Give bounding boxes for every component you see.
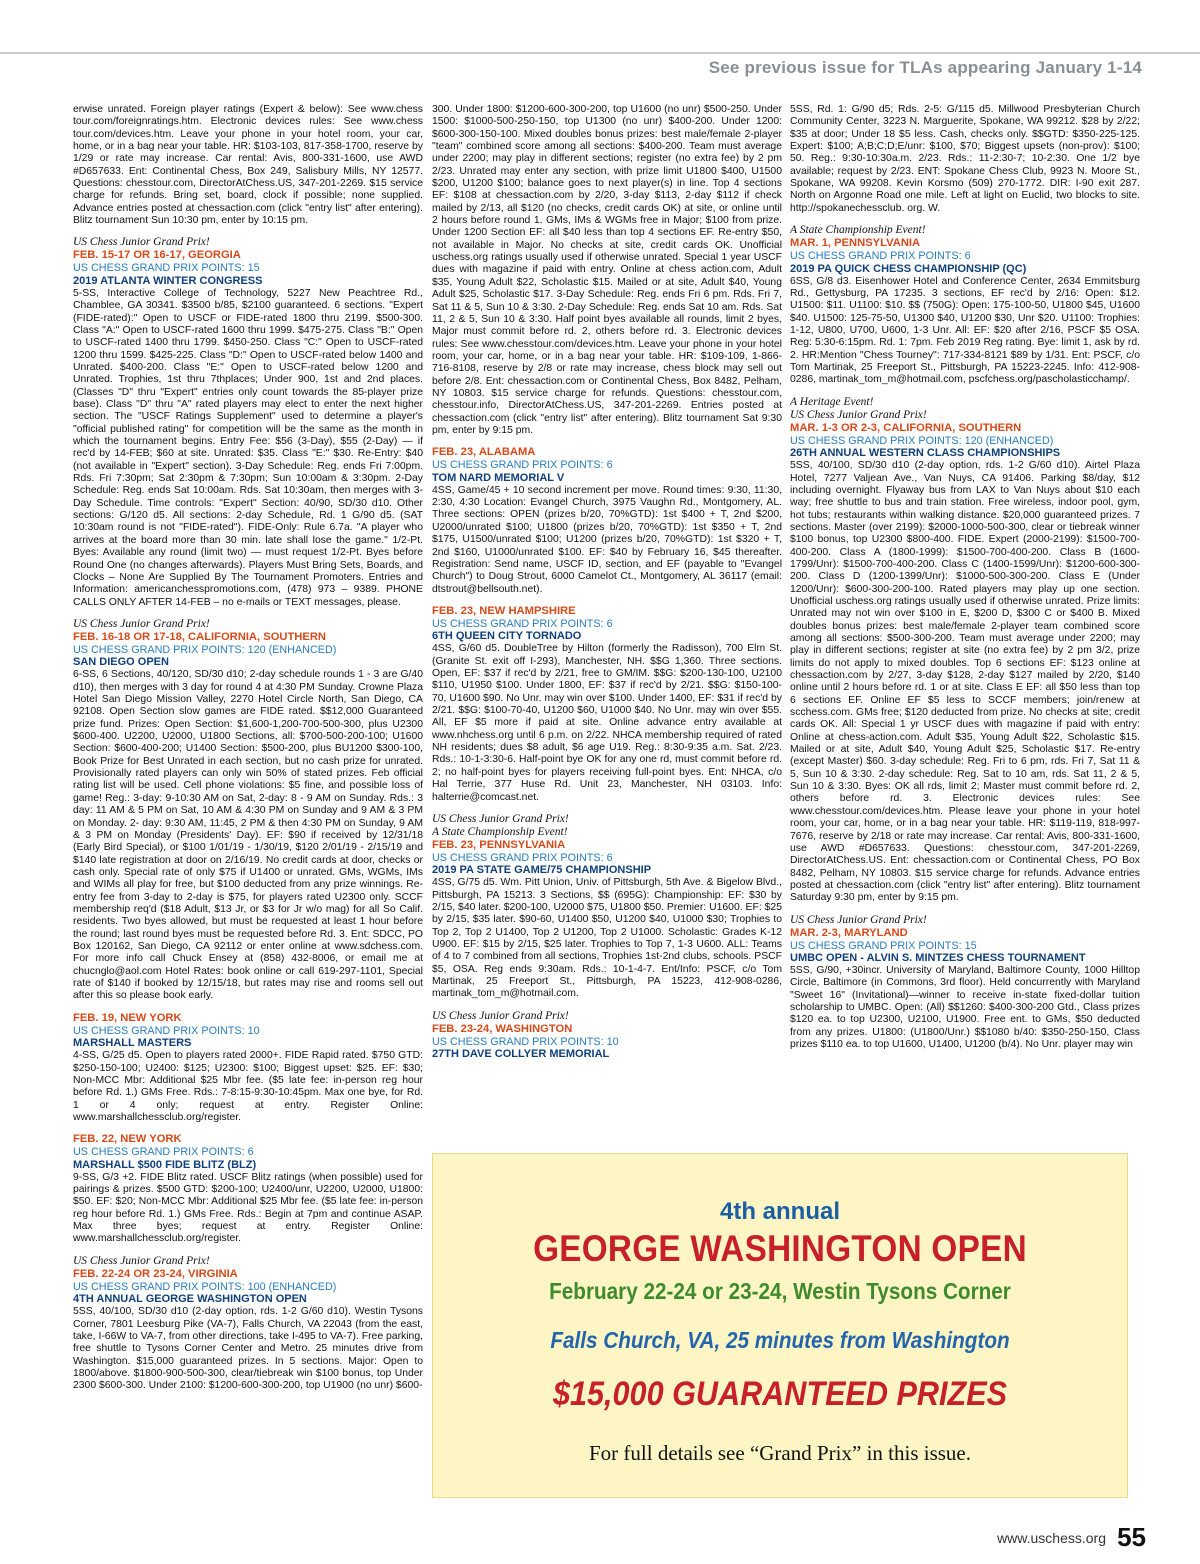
entry-grand-prix-points: US CHESS GRAND PRIX POINTS: 100 (ENHANCED) — [73, 1280, 337, 1293]
entry-body: 5SS, G/90, +30incr. University of Maryland, Baltimore County, 1000 Hilltop Circle, Baltimore (in Commons, 3rd floor). Held concurrently with Maryland "Sweet 16" (Invitational)—winner to receive in-state fixed-dollar tuition scholarship to UMBC. Open: (All) $$1260: $400-300-200 Gtd., Class prizes $120 ea. to top U2300, U2100, U1900. Free ent. to GMs, $50 deducted from any prizes. U1800: (U1800/Unr.) $$1080 b/40: $350-250-150, Class prizes $110 ea. to top U1600, U1400, U1200 (b/4). No Unr. player may win — [790, 965, 1140, 1051]
ad-edition: 4th annual — [719, 1198, 840, 1225]
entry-body: 4-SS, G/25 d5. Open to players rated 2000+. FIDE Rapid rated. $750 GTD: $250-150-100; U2400: $125; U2300: $100; Biggest upset: $25. EF: $30; Non-MCC Mbr: Additional $25 Mbr fee. ($5 late fee: in-person reg hour before Rd. 1.) GMs Free. Rds.: 7-8:15-9:30-10:45pm. Max one bye, for Rd. 1 or 4 only; request at entry. Register Online: www.marshallchessclub.org/register. — [73, 1050, 423, 1123]
entry-grand-prix-points: US CHESS GRAND PRIX POINTS: 15 — [73, 262, 260, 275]
tournament-entry — [73, 1012, 423, 1125]
entry-date: MAR. 1-3 OR 2-3, CALIFORNIA, SOUTHERN — [790, 421, 1022, 434]
entry-body: 4SS, Game/45 + 10 second increment per move. Round times: 9:30, 11:30, 2:30, 4:30 Location: Evangel Church, 3975 Vaughn Rd., Montgomery, AL. Three sections: OPEN (prizes b/20, 70%GTD): 1st $400 + T, 2nd $200, U2000/unrated $100; U1800 (prizes b/20, 70%GTD): 1st $350 + T, 2nd $175, U1500/unrated $100; U1200 (prizes b/20, 70%GTD): 1st $320 + T, 2nd $160, U1000/unrated $100. EF: $40 by February 16, $45 thereafter. Registration: Send name, USCF ID, section, and EF (payable to "Evangel Church") to Doug Strout, 6000 Camelot Ct., Montgomery, AL 36117 (email: dtstrout@bellsouth.net). — [432, 484, 782, 595]
entry-name: 2019 PA STATE GAME/75 CHAMPIONSHIP — [432, 864, 652, 877]
entry-name: MARSHALL MASTERS — [73, 1037, 192, 1050]
entry-date: FEB. 23, NEW HAMPSHIRE — [432, 604, 576, 617]
entry-name: 26TH ANNUAL WESTERN CLASS CHAMPIONSHIPS — [790, 447, 1061, 460]
entry-body: 4SS, G/75 d5. Wm. Pitt Union, Univ. of Pittsburgh, 5th Ave. & Bigelow Blvd., Pittsburgh, PA 15213. 3 Sections, $$ (695G): Championship: EF: $30 by 2/15, $40 later. $200-100, U2000 $75, U1800 $50. Premier: U1600. EF: $25 by 2/15, $35 later. $90-60, U1400 $50, U1200 $40, U1000 $30; Trophies to Top 2, Top 2 U1400, Top 2 U1200, Top 2 U1000. Scholastic: Grades K-12 U900. EF: $15 by 2/15, $25 later. Trophies to Top 7, 1-3 U600. ALL: Teams of 4 to 7 combined from all sections, Trophies 1st-2nd clubs, schools. PSCF $5, OSA. Reg ends 9:30am. Rds.: 10-1-4-7. Ent/Info: PSCF, c/o Tom Martinak, 25 Freeport St., Pittsburgh, PA 15223, 412-908-0286, martinak_tom_m@hotmail.com. — [432, 877, 782, 1000]
entry-name: UMBC OPEN - ALVIN S. MINTZES CHESS TOURNAMENT — [790, 952, 1086, 965]
tournament-entry — [432, 104, 782, 437]
ad-title: GEORGE WASHINGTON OPEN — [533, 1228, 1027, 1269]
top-banner — [0, 52, 1200, 84]
entry-body: 4SS, G/60 d5. DoubleTree by Hilton (formerly the Radisson), 700 Elm St. (Granite St. exit off I-293), Manchester, NH. $$G 1,360. Three sections. Open, EF: $37 if rec'd by 2/21, free to GM/IM. $$G: $200-130-100, U2100 $110, U1950 $100. Under 1800, EF: $37 if rec'd by 2/21. $$G: $150-100-70, U1600 $90. No Unr. may win over $100. Under 1400, EF: $31 if rec'd by 2/21. $$G: $100-70-40, U1200 $60, U1000 $40. No Unr. may win over $55. All, EF $5 more if paid at site. Online advance entry available at www.nhchess.org until 6 p.m. on 2/22. NHCA membership required of rated NH residents; dues $8 adult, $6 age U19. Reg.: 8:30-9:35 a.m. Sat. 2/23. Rds.: 10-1-3:30-6. Half-point bye OK for any one rd, must commit before rd. 2; no half-point byes for players receiving full-point byes. Ent: NHCA, c/o Hal Terrie, 377 Huse Rd. Unit 23, Manchester, NH 03103. Info: halterrie@comcast.net. — [432, 643, 782, 803]
tournament-entry — [790, 396, 1140, 905]
entry-prelude: US Chess Junior Grand Prix! — [73, 236, 210, 249]
entry-name: 2019 PA QUICK CHESS CHAMPIONSHIP (QC) — [790, 262, 1027, 275]
entry-grand-prix-points: US CHESS GRAND PRIX POINTS: 15 — [790, 939, 977, 952]
column-1 — [73, 104, 423, 1489]
tournament-entry — [73, 618, 423, 1003]
entry-name: 4TH ANNUAL GEORGE WASHINGTON OPEN — [73, 1293, 307, 1306]
entry-date: MAR. 1, PENNSYLVANIA — [790, 237, 921, 250]
tournament-entry — [432, 446, 782, 596]
entry-date: FEB. 22-24 OR 23-24, VIRGINIA — [73, 1267, 238, 1280]
entry-prelude: US Chess Junior Grand Prix! — [73, 1254, 210, 1267]
ad-location: Falls Church, VA, 25 minutes from Washington — [550, 1327, 1010, 1353]
entry-body: 5-SS, Interactive College of Technology, 5227 New Peachtree Rd., Chamblee, GA 30341. $3500 b/85, $2100 guaranteed. 6 sections. "Expert (FIDE-rated):" Open to USCF or FIDE-rated 1800 thru 2199. $500-300. Class "A:" Open to USCF-rated 1600 thru 1999. $475-275. Class "B:" Open to USCF-rated 1400 thru 1799. $450-250. Class "C:" Open to USCF-rated 1200 thru 1599. $425-225. Class "D:" Open to USCF-rated below 1400 and Unrated. $400-200. Class "E:" Open to USCF-rated below 1200 and Unrated. Trophies, 1st thru 7thplaces; Under 900, 1st and 2nd places. (Classes "D" thru "Expert" entries only count towards the 85-player prize base). Class "D" thru "A" rated players may elect to enter the next higher section. The "USCF Ratings Supplement" used to determine a player's "official published rating" for competition will be the same as the month in which the tournament begins. Entry Fee: $56 (3-Day), $55 (2-Day) — if rec'd by 14-FEB; $60 at site. Unrated: $35. Class "E:" $30. Re-Entry: $40 (not available in "Expert" section). 3-Day Schedule: Reg. ends Fri 7:00pm. Rds. Fri 7:30pm; Sat 2:30pm & 7:30pm; Sun 10:00am & 3:30pm. 2-Day Schedule: Reg. ends Sat 10:00am. Rds. Sat 10:30am, then merges with 3-Day Schedule. Time controls: "Expert" Section: 40/90, SD/30 d10. Other sections: G/120 d5. All sections: 2-day Schedule, Rd. 1 G/90 d5. (SAT 10:30am round is not "FIDE-rated"). FIDE-Only: Rule 6.7a. "A player who arrives at the board more than 30 min. late shall lose the game." 1/2-Pt. Byes: Available any round (limit two) — must request 1/2-Pt. Byes before Round One (no changes afterwards). Players Must Bring Sets, Boards, and Clocks – None Are Supplied By The Tournament Promoters. Entries and Information: americanchesspromotions.com, (478) 973 – 9389. PHONE CALLS ONLY AFTER 14-FEB – no e-mails or TEXT messages, please. — [73, 287, 423, 608]
entry-name: 27TH DAVE COLLYER MEMORIAL — [432, 1048, 610, 1061]
entry-prelude: A Heritage Event! — [790, 395, 874, 408]
entry-grand-prix-points: US CHESS GRAND PRIX POINTS: 120 (ENHANCED) — [73, 643, 337, 656]
entry-grand-prix-points: US CHESS GRAND PRIX POINTS: 6 — [790, 250, 971, 263]
tournament-entry — [73, 104, 423, 227]
entry-grand-prix-points: US CHESS GRAND PRIX POINTS: 6 — [432, 617, 613, 630]
entry-date: FEB. 23-24, WASHINGTON — [432, 1022, 573, 1035]
ad-dates: February 22-24 or 23-24, Westin Tysons Corner — [549, 1278, 1011, 1304]
entry-grand-prix-points: US CHESS GRAND PRIX POINTS: 6 — [432, 459, 613, 472]
entry-prelude: US Chess Junior Grand Prix! — [73, 617, 210, 630]
entry-body: 6SS, G/8 d3. Eisenhower Hotel and Conference Center, 2634 Emmitsburg Rd., Gettysburg, PA 17235. 3 sections, EF rec'd by 2/16: Open: $12. U1500: $11. U1100: $10. $$ (750G): Open: 175-100-50, U1800 $45, U1600 $40. U1500: 125-75-50, U1300 $40, U1200 $30, Unr $20. U1100: Trophies: 1-12, U800, U700, U600, 1-3 Unr. All: EF: $20 after 2/16, PSCF $5 OSA. Reg: 5:30-6:15pm. Rd. 1: 7pm. Feb 2019 Reg rating. Bye: limit 1, ask by rd. 2. HR:Mention "Chess Tourney": 717-334-8121 $89 by 1/31. Ent: PSCF, c/o Tom Martinak, 25 Freeport St., Pittsburgh, PA 15223-2245. Info: 412-908-0286, martinak_tom_m@hotmail.com, pscfchess.org/pascholasticchamp/. — [790, 275, 1140, 386]
tournament-entry — [790, 224, 1140, 387]
footer-site: www.uschess.org — [997, 1530, 1106, 1546]
entry-date: FEB. 16-18 OR 17-18, CALIFORNIA, SOUTHERN — [73, 630, 327, 643]
entry-prelude: A State Championship Event! — [432, 825, 568, 838]
entry-date: MAR. 2-3, MARYLAND — [790, 926, 908, 939]
entry-grand-prix-points: US CHESS GRAND PRIX POINTS: 10 — [432, 1035, 619, 1048]
entry-date: FEB. 23, PENNSYLVANIA — [432, 838, 566, 851]
entry-name: MARSHALL $500 FIDE BLITZ (BLZ) — [73, 1158, 257, 1171]
tournament-entry — [73, 1133, 423, 1246]
entry-body: 5SS, 40/100, SD/30 d10 (2-day option, rds. 1-2 G/60 d10). Westin Tysons Corner, 7801 Leesburg Pike (VA-7), Falls Church, VA 22043 (from the east, take, I-66W to VA-7, from other directions, take I-495 to VA-7). Free parking, free shuttle to Tysons Corner Center and Metro. 25 minutes drive from Washington. $15,000 guaranteed prizes. In 5 sections. Major: Open to 1800/above. $1800-900-500-300, clear/tiebreak win $100 bonus, top Under 2300 $600-300. Under 2100: $1200-600-300-200, top U1900 (no unr) $600- — [73, 1306, 423, 1392]
entry-date: FEB. 23, ALABAMA — [432, 446, 536, 459]
entry-body: 5SS, Rd. 1: G/90 d5; Rds. 2-5: G/115 d5. Millwood Presbyterian Church Community Center, 3223 N. Marguerite, Spokane, WA 99212. $28 by 2/22; $35 at door; Under 18 $5 less. Cash, checks only. $$GTD: $350-225-125. Expert: $100; A;B;C;D;E/unr: $100, $70; Biggest upsets (non-prov): $100; 50. Reg.: 9:30-10:30a.m. 2/23. Rds.: 11-2:30-7; 10-2:30. One 1/2 bye available; request by 2/23. ENT: Spokane Chess Club, 9923 N. Moore St., Spokane, WA 99208. Kevin Korsmo (509) 270-1772. DIR: I-90 exit 287. North on Argonne Road one mile. Left at light on Euclid, two blocks to site. http://spokanechessclub. org. W. — [790, 104, 1140, 214]
entry-prelude: US Chess Junior Grand Prix! — [790, 913, 927, 926]
page-number: 55 — [1117, 1522, 1146, 1552]
ad-prizes: $15,000 GUARANTEED PRIZES — [552, 1375, 1008, 1413]
column-3 — [790, 104, 1140, 1132]
tournament-entry — [432, 813, 782, 1001]
entry-prelude: US Chess Junior Grand Prix! — [790, 408, 927, 421]
entry-grand-prix-points: US CHESS GRAND PRIX POINTS: 120 (ENHANCED) — [790, 434, 1054, 447]
entry-grand-prix-points: US CHESS GRAND PRIX POINTS: 10 — [73, 1024, 260, 1037]
entry-date: FEB. 22, NEW YORK — [73, 1133, 182, 1146]
entry-prelude: US Chess Junior Grand Prix! — [432, 1009, 569, 1022]
entry-date: FEB. 15-17 OR 16-17, GEORGIA — [73, 249, 241, 262]
ad-details: For full details see “Grand Prix” in this issue. — [588, 1441, 972, 1465]
banner-text: See previous issue for TLAs appearing January 1-14 — [708, 58, 1142, 77]
george-washington-open-ad — [432, 1153, 1128, 1498]
entry-prelude: A State Championship Event! — [790, 224, 926, 237]
entry-grand-prix-points: US CHESS GRAND PRIX POINTS: 6 — [73, 1146, 254, 1159]
tournament-entry — [73, 1255, 423, 1393]
tournament-entry — [432, 1010, 782, 1062]
entry-body: 9-SS, G/3 +2. FIDE Blitz rated. USCF Blitz ratings (when possible) used for pairings & prizes. $500 GTD: $200-100; U2400/unr, U2200, U2000, U1800: $50. EF: $20; Non-MCC Mbr: Additional $25 Mbr fee. ($5 late fee: in-person reg hour before Rd. 1.) GMs Free. Rds.: Begin at 7pm and continue ASAP. Max three byes; request at entry. Register Online: www.marshallchessclub.org/register. — [73, 1171, 423, 1245]
entry-name: TOM NARD MEMORIAL V — [432, 471, 565, 484]
entry-name: SAN DIEGO OPEN — [73, 656, 169, 669]
entry-name: 6TH QUEEN CITY TORNADO — [432, 630, 582, 643]
entry-date: FEB. 19, NEW YORK — [73, 1011, 182, 1024]
column-2 — [432, 104, 782, 1132]
entry-body: 5SS, 40/100, SD/30 d10 (2-day option, rds. 1-2 G/60 d10). Airtel Plaza Hotel, 7277 Valjean Ave., Van Nuys, CA 91406. Parking $8/day, $12 including overnight. Flyaway bus from LAX to Van Nuys about $10 each way; free shuttle to bus and train station. Free wireless, indoor pool, gym, hot tubs; restaurants within walking distance. $20,000 guaranteed prizes. 7 sections. Master (over 2199): $2000-1000-500-300, clear or tiebreak winner $100 bonus, top U2300 $800-400. FIDE. Expert (2000-2199): $1500-700-400-200. Class A (1800-1999): $1500-700-400-200. Class B (1600-1799/Unr): $1500-700-400-200. Class C (1400-1599/Unr): $1200-600-300-200. Class D (1200-1399/Unr): $1000-500-300-200. Class E (Under 1200/Unr): $600-300-200-100. Rated players may play up one section. Unofficial uschess.org ratings usually used if otherwise unrated. Prize limits: Unrated may not win over $100 in E, $200 D, $300 C or $400 B. Mixed doubles bonus prizes: best male/female 2-player team combined score among all sections: $500-300-200. Team must average under 2200; may play in different sections; register at site (no extra fee) by 2 pm 3/2, prize limits do not apply to mixed doubles. Top 6 sections EF: $123 online at chessaction.com by 2/27, 3-day $128, 2-day $127 mailed by 2/20, $140 online until 2 hours before rd. 1 or at site. Class E EF: all $50 less than top 6 sections EF. Online EF $5 less to SCCF members; join/renew at scchess.com. GMs free; $120 deducted from prize. No checks at site; credit cards OK. All: Special 1 yr USCF dues with magazine if paid with entry: Online at chess-action.com. Adult $35, Young Adult $22, Scholastic $15. Mailed or at site, Adult $40, Young Adult $25, Scholastic $17. Re-entry (except Master) $60. 3-day schedule: Reg. Fri to 6 pm, rds. Fri 7, Sat 11 & 5, Sun 10 & 3:30. 2-day schedule: Reg. Sat to 10 am, rds. Sat 11, 2 & 5, Sun 10 & 3:30. Byes: OK all rds, limit 2; Master must commit before rd. 2, others before rd. 3. Electronic devices rules: See www.chesstour.com/devices.htm. Please leave your phone in your hotel room, your car, home, or in a bag near your table. HR: $119-119, 818-997-7676, reserve by 2/18 or rate may increase. Car rental: Avis, 800-331-1600, use AWD #D657633. Questions: chesstour.com, 347-201-2269, DirectorAtChess.US. Ent: chessaction.com or Continental Chess, PO Box 8482, Pelham, NY 10803. $15 service charge for refunds. Advance entries posted at chessaction.com (click "entry list" after entering). Blitz tournament Saturday 9:30 pm, enter by 9:15 pm. — [790, 460, 1140, 904]
entry-grand-prix-points: US CHESS GRAND PRIX POINTS: 6 — [432, 851, 613, 864]
entry-name: 2019 ATLANTA WINTER CONGRESS — [73, 274, 263, 287]
entry-body: 300. Under 1800: $1200-600-300-200, top U1600 (no unr) $500-250. Under 1500: $1000-500-250-150, top U1300 (no unr) $400-200. Under 1200: $600-300-150-100. Mixed doubles bonus prizes: best male/female 2-player "team" combined score among all sections: $400-200. Team must average under 2200; may play in different sections; register (no extra fee) by 2 pm 2/23. Unrated may enter any section, with prize limit U1800 $400, U1500 $200, U1200 $100; balance goes to next player(s) in line. Top 4 sections EF: $108 at chessaction.com by 2/20, 3-day $113, 2-day $112 if check mailed by 2/13, all $120 (no checks, credit cards OK) at site, or online until 2 hours before round 1. GMs, IMs & WGMs free in Major; $100 from prize. Under 1200 Section EF: all $40 less than top 4 sections EF. Re-entry $50, not available in Major. No checks at site, credit cards OK. Unofficial uschess.org ratings usually used if otherwise unrated. Special 1 year USCF dues with magazine if paid with entry. Online at chess action.com, Adult $35, Young Adult $22, Scholastic $15. Mailed or at site, Adult $40, Young Adult $25, Scholastic $17. 3-Day Schedule: Reg. ends Fri 6 pm. Rds. Fri 7, Sat 11 & 5, Sun 10 & 3:30. 2-Day Schedule: Reg. ends Sat 10 am. Rds. Sat 11, 2 & 5, Sun 10 & 3:30. Half point byes available all rounds, limit 2 byes, Major must commit before rd. 2, others before rd. 3. Electronic devices rules: See www.chesstour.com/devices.htm. Leave your phone in your hotel room, your car, home, or in a bag near your table. HR: $109-109, 1-866-716-8108, reserve by 2/8 or rate may increase, chess block may sell out before 2/8. Ent: chessaction.com or Continental Chess, Box 8482, Pelham, NY 10803. $15 service charge for refunds. Questions: chesstour.com, chesstour.info, DirectorAtChess.US, 347-201-2269. Entries posted at chessaction.com (click "entry list" after entering). Blitz tournament Sat 9:30 pm, enter by 9:15 pm. — [432, 104, 782, 436]
tournament-entry — [790, 914, 1140, 1052]
tournament-entry — [432, 605, 782, 804]
entry-body: erwise unrated. Foreign player ratings (Expert & below): See www.chess tour.com/foreignratings.htm. Electronic devices rules: See www.chess tour.com/devices.htm. Leave your phone in your hotel room, your car, home, or in a bag near your table. HR: $103-103, 817-358-1700, reserve by 1/29 or rate may increase. Car rental: Avis, 800-331-1600, use AWD #D657633. Ent: Continental Chess, Box 249, Salisbury Mills, NY 12577. Questions: chesstour.com, DirectorAtChess.US, 347-201-2269. $15 service charge for refunds. Bring set, board, clock if possible; none supplied. Advance entries posted at chessaction.com (click "entry list" after entering). Blitz tournament Sun 10:30 pm, enter by 10:15 pm. — [73, 104, 423, 227]
tournament-entry — [790, 104, 1140, 215]
entry-body: 6-SS, 6 Sections, 40/120, SD/30 d10; 2-day schedule rounds 1 - 3 are G/40 d10), then merges with 3 day for round 4 at 4:30 PM Sunday. Crowne Plaza Hotel San Diego Mission Valley, 2270 Hotel Circle North, San Diego, CA 92108. Open Section slow games are FIDE rated. $$12,000 Guaranteed prize fund. Prizes: Open Section: $1,600-1,200-700-500-300, plus U2300 $600-400. U2200, U2000, U1800 Sections, all: $700-500-200-100; U1600 Section: $600-400-200; U1400 Section: $500-200, plus BU1200 $300-100, Book Prize for Best Unrated in each section, but no cash prize for unrated. Provisionally rated players can only win 50% of stated prizes. Feb official rating list will be used. Cell phone violations: $5 fine, and possible loss of game! Reg.: 3-day: 9-10:30 AM on Sat, 2-day: 8 - 9 AM on Sunday. Rds.: 3 day: 11 AM & 5 PM on Sat, 10 AM & 4:30 PM on Sunday and 9 AM & 3 PM on Monday. 2- day: 9:30 AM, 11:45, 2 PM & then 4:30 PM on Sunday, 9 AM & 3 PM on Monday (Presidents' Day). EF: $90 if received by 12/31/18 (Early Bird Special), or $100 1/01/19 - 1/30/19, $120 2/01/19 - 2/15/19 and $140 late registration at door on 2/16/19. No credit cards at door, checks or cash only. Special rate of only $75 if U1400 or unrated. GMs, WGMs, IMs and WIMs all play for free, but $100 deducted from any prize winnings. Re-entry fee from 3-day to 2-day is $75, for players rated U2300 only. SCCF membership req'd ($18 Adult, $13 Jr, or $3 for Jr w/o mag) for all So Calif. residents. Two byes allowed, but must be requested at least 1 hour before the round; last round byes must be requested before Rd. 3. Ent: SDCC, PO Box 120162, San Diego, CA 92112 or enter online at www.sdchess.com. For more info call Chuck Ensey at (858) 432-8006, or email me at chucnglo@aol.com Hotel Rates: book online or call 619-297-1101, Special rate of $140 if booked by 12/15/18, but rates may rise and rooms sell out after this so please book early. — [73, 669, 423, 1002]
entry-prelude: US Chess Junior Grand Prix! — [432, 812, 569, 825]
tournament-entry — [73, 236, 423, 608]
